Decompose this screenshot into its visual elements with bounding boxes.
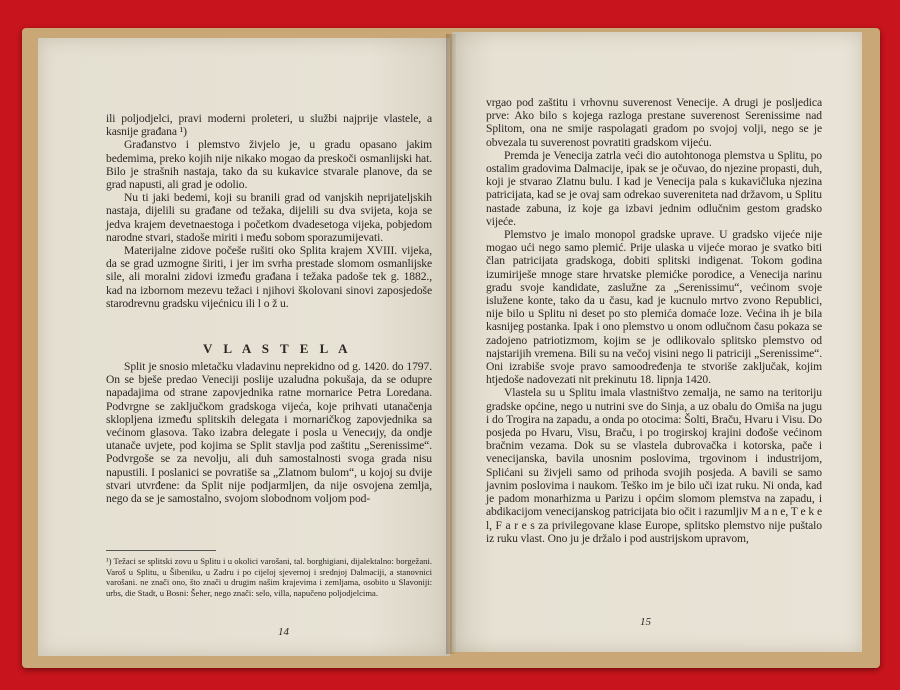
right-para-4: Vlastela su u Splitu imala vlastništvo zemalja, ne samo na teritoriju gradske općine, nego u nutrini sve do Sinja, a uz obalu do Omiša na jugu i do Trogira na zapadu, a onda po otocima: Šolti, Braču, Hvaru i Visu. Do posjeda po Hvaru, Visu, Braču, i po trogirskoj krajini dođoše većinom bračnim vezama. Dok su se vlastela dubrovačka i kotorska, pače i venecijanska, bavila unosnim poslovima, trgovinom i industrijom, Splićani su živjeli samo od prihoda svojih posjeda. A bavili se samo javnim poslovima i naukom. Teško im je bilo uči izat ruku. Ni onda, kad je padom monarhizma u Parizu i općim slomom plemstva na zapadu, i abdikacijom venecijanskog patricijata bio očit i razumljiv M a n e, T e k e l, F a r e s za privilegovane klase Europe, splitsko plemstvo nije puštalo iz ruku vlast. Ono ju je držalo i pod austrijskom upravom, xyxy=(486,386,822,545)
section-heading: V L A S T E L A xyxy=(203,341,352,356)
right-page-text xyxy=(486,96,822,545)
left-para-2: Građanstvo i plemstvo živjelo je, u gradu opasano jakim bedemima, preko kojih nije nikako mogao da preskoči osmanlijski hat. Bilo je strašnih nastaja, tako da su kukavice stvarale planove, da se grad napusti, ali grad je odolio. xyxy=(106,138,432,192)
page-number-left: 14 xyxy=(278,626,289,638)
left-page xyxy=(38,38,450,656)
left-para-5: Split je snosio mletačku vladavinu neprekidno od g. 1420. do 1797. On se bješe predao Veneciji poslije uzaludna pokušaja, da se odupre napadajima od strane zapovjednika ratne mornarice Petra Loredana. Podvrgne se zaključkom gradskoga vijeća, koje prihvati utanačenja skloplјena između splitskih delegata i mornaričkog zapovjednika sa većinom glasova. Tako izabra delegate i posla u Venecију, da ondje utanače uvjete, pod kojima se Split stavlja pod zaštitu „Serenissime“. Podvrgoše se za nevolju, ali duh samostalnosti svoga grada nisu napustili. I poslanici se povratiše sa „Zlatnom bulom“, u kojoj su dvije stvari utvrđene: da Split nije podjarmljen, da nije osvojena zemlja, nego da se je samostalno, svojom slobodnom voljom pod- xyxy=(106,360,432,506)
right-page xyxy=(452,32,862,652)
page-number-right: 15 xyxy=(640,616,651,628)
left-page-text xyxy=(106,112,432,310)
left-para-1: ili poljodjelci, pravi moderni proleteri, u službi najprije vlastele, a kasnije građana ¹) xyxy=(106,112,432,139)
right-para-3: Plemstvo je imalo monopol gradske uprave. U gradsko vijeće nije mogao ući nego samo plemić. Prije ulaska u vijeće morao je svatko biti član patricijata gradskoga, dobiti splitski indigenat. Tokom godina izumiriješe mnoge stare hrvatske plemićke porodice, a Venecija narinu gradu svoje kandidate, zaslužne za „Serenissimu“, većinom svoje isluženе konte, tako da u času, kad je kucnulo mrtvo zvono Republici, nije bilo u Splitu ni deset po sto plemića domaće loze. Većina ih je bila kasnijeg postanka. Ipak i ono plemstvo u onom odlučnom času pokaza se zadojeno patriotizmom, kojim se je odlikovalo splitsko plemstvo od najstarijih vremena. Bili su na večoj visini nego li patriciji „Serenissime“. Oni izrabiše svoje pravo samoodređenja te stvoriše zaključak, kojim htjedoše nadovezati nit prekinutu 18. lipnja 1420. xyxy=(486,228,822,387)
right-para-1: vrgao pod zaštitu i vrhovnu suverenost Venecije. A drugi je posljedica prve: Ako bilo s kojega razloga prestane suverenost Serenissime nad Splitom, ona ne smije raspolagati gradom po svojoj volji, nego se je obvezala tu suverenost povratiti gradskom vijeću. xyxy=(486,96,822,149)
footnote: ¹) Težaci se splitski zovu u Splitu i u okolici varošani, tal. borghigiani, dijalektalno: borgežani. Varoš u Splitu, u Šibeniku, u Zadru i po cijeloj sjevernoj i srednjoj Dalmaciji, a stanovnici varošani. ne znači ono, što znači u drugim našim krajevima i zemljama, osobito u Slavoniji: urbs, die Stadt, u Bosni: Šeher, nego znači: selo, villa, napučeno poljodjelcima. xyxy=(106,556,432,598)
right-para-2: Premda je Venecija zatrla veći dio autohtonoga plemstva u Splitu, po ostalim gradovima Dalmacije, ipak se je očuvao, do njezine propasti, duh, koji je stvarao Zlatnu bulu. I kad je Venecija pala s kukavičluka njezina patricijata, kad se je ovaj sam odrekao suvereniteta nad državom, u Splitu nastade zabuna, iz koje ga izbavi jednim odlučnim gestom gradsko vijeće. xyxy=(486,148,822,228)
left-para-3: Nu ti jaki bedemi, koji su branili grad od vanjskih neprijateljskih nastaja, dijelili su građane od težaka, dijelili su dva svijeta, koja se jedva krajem devetnaestoga i početkom dvadesetoga vijeka, pobjedom narodne stvari, stadoše miriti i među sobom sporazumijevati. xyxy=(106,191,432,244)
left-page-text-2 xyxy=(106,360,432,505)
left-para-4: Materijalne zidove počeše rušiti oko Splita krajem XVIII. vijeka, da se grad uzmogne širiti, i jer im svrha prestade slomom osmanlijske sile, ali moralni zidovi između građana i težaka padoše tek g. 1882., kad na izbornom mezevu težaci i njihovi školovani sinovi zaposjedoše starodrevnu gradsku vijećnicu ili l o ž u. xyxy=(106,244,432,310)
footnote-rule xyxy=(106,550,216,551)
book-gutter xyxy=(446,34,456,654)
